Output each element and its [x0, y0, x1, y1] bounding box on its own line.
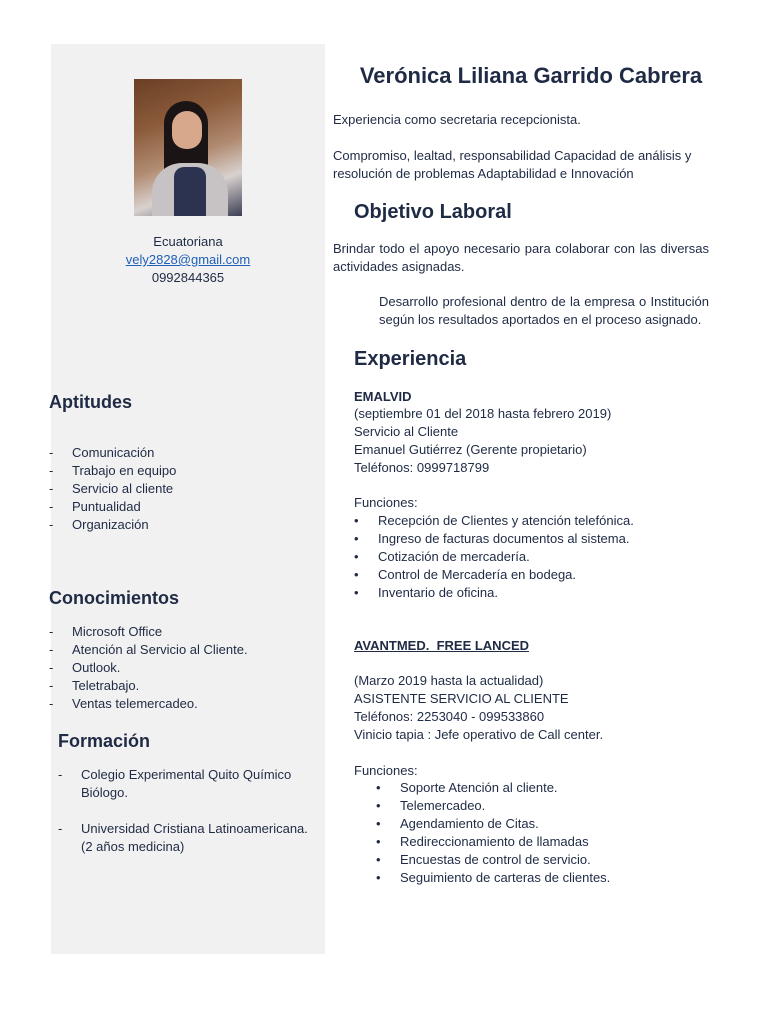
- job-detail: (septiembre 01 del 2018 hasta febrero 2019): [354, 406, 612, 421]
- list-item: • Soporte Atención al cliente.: [376, 780, 558, 795]
- list-item: - Trabajo en equipo: [49, 463, 177, 478]
- candidate-name: Verónica Liliana Garrido Cabrera: [359, 63, 703, 88]
- list-item: - Servicio al cliente: [49, 481, 174, 496]
- job-detail: Teléfonos: 2253040 - 099533860: [354, 709, 545, 724]
- list-item: • Control de Mercadería en bodega.: [354, 567, 577, 582]
- list-item: - Atención al Servicio al Cliente.: [49, 642, 248, 657]
- job-company: AVANTMED. FREE LANCED: [354, 638, 530, 653]
- list-item: • Seguimiento de carteras de clientes.: [376, 870, 611, 885]
- objective-heading: Objetivo Laboral: [354, 201, 512, 223]
- experience-heading: Experiencia: [354, 348, 467, 370]
- job-detail: Teléfonos: 0999718799: [354, 460, 490, 475]
- summary-qualities: Compromiso, lealtad, responsabilidad Capacidad de análisis y resolución de problemas Adaptabilidad e Innovación: [333, 148, 692, 181]
- knowledge-list: [49, 623, 319, 713]
- list-item: • Encuestas de control de servicio.: [376, 852, 591, 867]
- list-item: • Redireccionamiento de llamadas: [376, 834, 589, 849]
- job-functions-list: [354, 512, 714, 602]
- email-link[interactable]: vely2828@gmail.com: [125, 252, 251, 267]
- profile-photo: [134, 79, 242, 216]
- phone-number: 0992844365: [151, 270, 225, 285]
- functions-label: Funciones:: [354, 495, 418, 510]
- job-detail: Servicio al Cliente: [354, 424, 459, 439]
- list-item: • Cotización de mercadería.: [354, 549, 530, 564]
- job-company: EMALVID: [354, 389, 412, 404]
- list-item: - Puntualidad: [49, 499, 141, 514]
- list-item: • Telemercadeo.: [376, 798, 486, 813]
- list-item: - Microsoft Office: [49, 624, 163, 639]
- list-item: - Universidad Cristiana Latinoamericana. (2 años medicina): [58, 821, 308, 854]
- job-detail: Vinicio tapia : Jefe operativo de Call center.: [354, 727, 604, 742]
- aptitudes-list: [49, 444, 319, 534]
- list-item: - Outlook.: [49, 660, 121, 675]
- list-item: • Agendamiento de Citas.: [376, 816, 539, 831]
- job-detail: ASISTENTE SERVICIO AL CLIENTE: [354, 691, 569, 706]
- education-list: [58, 766, 316, 856]
- list-item: • Inventario de oficina.: [354, 585, 498, 600]
- education-heading: Formación: [58, 731, 151, 751]
- job-detail: (Marzo 2019 hasta la actualidad): [354, 673, 544, 688]
- aptitudes-heading: Aptitudes: [49, 392, 132, 412]
- objective-text: Brindar todo el apoyo necesario para colaborar con las diversas actividades asignadas.: [333, 241, 709, 274]
- job-detail: Emanuel Gutiérrez (Gerente propietario): [354, 442, 587, 457]
- list-item: - Comunicación: [49, 445, 155, 460]
- nationality: Ecuatoriana: [153, 234, 223, 249]
- functions-label: Funciones:: [354, 763, 418, 778]
- list-item: - Organización: [49, 517, 149, 532]
- list-item: - Teletrabajo.: [49, 678, 140, 693]
- list-item: - Colegio Experimental Quito Químico Biólogo.: [58, 767, 292, 800]
- list-item: - Ventas telemercadeo.: [49, 696, 198, 711]
- job-functions-list: [376, 779, 716, 887]
- list-item: • Recepción de Clientes y atención telefónica.: [354, 513, 634, 528]
- knowledge-heading: Conocimientos: [49, 588, 180, 608]
- summary-experience: Experiencia como secretaria recepcionista.: [333, 112, 581, 127]
- objective-text-secondary: Desarrollo profesional dentro de la empresa o Institución según los resultados aportados en el proceso asignado.: [379, 294, 709, 327]
- list-item: • Ingreso de facturas documentos al sistema.: [354, 531, 630, 546]
